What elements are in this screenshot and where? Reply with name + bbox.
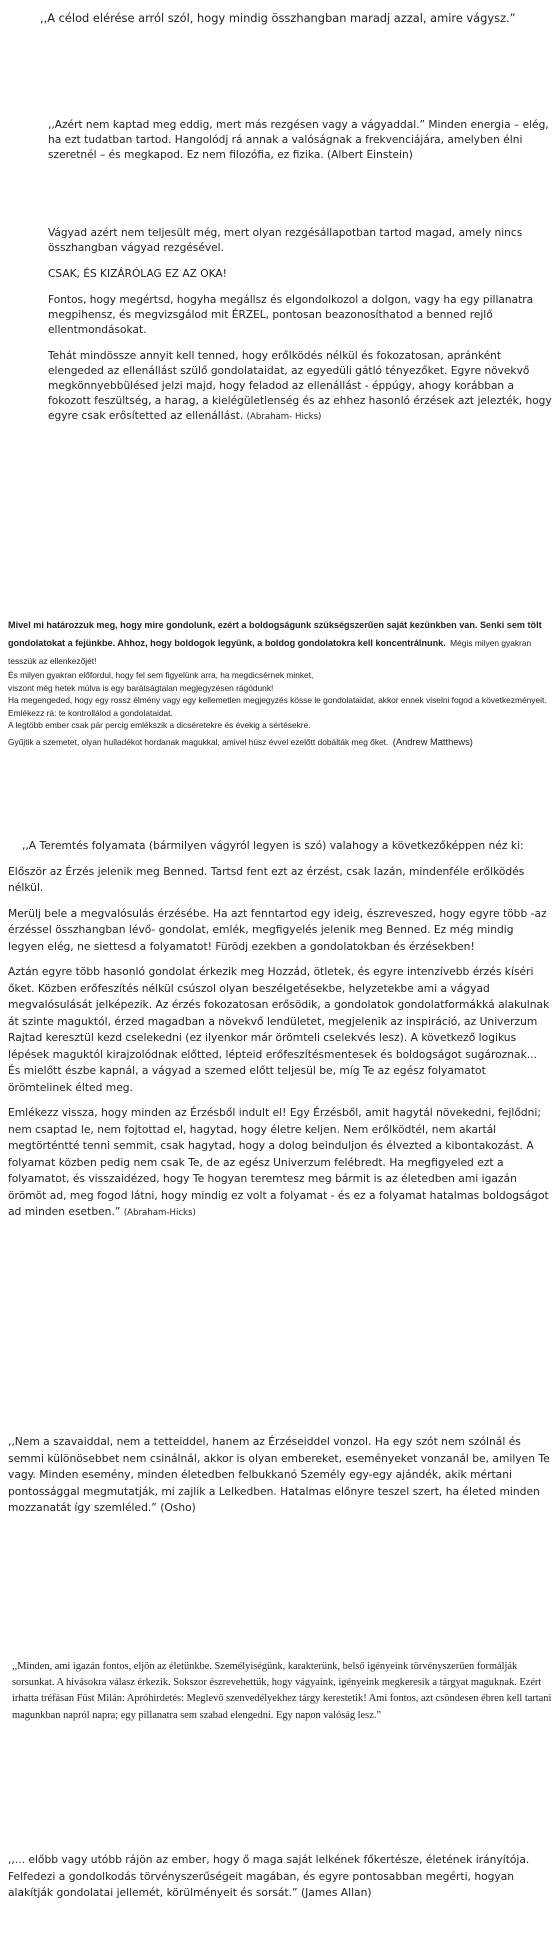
quote-james-allan [0, 1852, 560, 1902]
section-vibration [0, 226, 560, 436]
paragraph [48, 349, 552, 425]
quote-einstein-text: ,,Azért nem kaptad meg eddig, mert más rezgésen vagy a vágyaddal.” Minden energia – elég, ha ezt tudatban tartod. Hangolódj rá annak a valóságnak a frekvenciájára, amelyben élni szeretnél – és megkapod. Ez nem filozófia, ez fizika. (Albert Einstein) [48, 119, 549, 161]
paragraph: ,,A Teremtés folyamata (bármilyen vágyról legyen is szó) valahogy a következőképpen néz ki: [22, 839, 524, 852]
quote-fust-milan [0, 1659, 560, 1724]
paragraph: Fontos, hogy megértsd, hogyha megállsz és elgondolkozol a dolgon, vagy ha egy pillanatra megpihensz, és megvizsgálod mit ÉRZEL, pontosan beazonosíthatod a benned rejlő ellentmondásokat. [48, 294, 534, 336]
matthews-line: Mégis milyen gyakran tesszük az ellenkezőjét! [8, 638, 532, 666]
paragraph [8, 1105, 552, 1222]
quote-einstein [0, 118, 560, 163]
paragraph-emphasis: CSAK, ÉS KIZÁRÓLAG EZ AZ OKA! [48, 268, 227, 280]
paragraph-text: Tehát mindössze annyit kell tenned, hogy erőlködés nélkül és fokozatosan, apránként elengeded az ellenállást szülő gondolataidat, az egyedüli gátló tényezőket. Egyre növekvő megkönnyebbülésed jelzi majd, hogy feladod az ellenállást - éppúgy, ahogy korábban a fokozott feszültség, a harag, a kielégületlenség és az ehhez hasonló érzések azt jelezték, hogy egyre csak erősítetted az ellenállást. [48, 350, 552, 422]
quote-goal [0, 10, 560, 26]
quote-osho-text: ,,Nem a szavaiddal, nem a tetteiddel, hanem az Érzéseiddel vonzol. Ha egy szót nem szólnál és semmi különösebbet nem csinálnál, akkor is olyan embereket, eseményeket vonzanál be, amilyen Te vagy. Minden esemény, minden életedben felbukkanó Személy egy-egy ajándék, akik mértani pontossággal megmutatják, mi zajlik a Lelkedben. Hatalmas előnyre teszel szert, ha életed minden mozzanatát így szemléled.” (Osho) [8, 1435, 550, 1514]
quote-allan-text: ,,... előbb vagy utóbb rájön az ember, hogy ő maga saját lelkének főkertésze, életének irányítója. Felfedezi a gondolkodás törvényszerűségeit magában, és egyre pontosabban megérti, hogyan alakítják gondolatai jellemét, körülményeit és sorsát.” (James Allan) [8, 1853, 530, 1899]
source-citation: (Abraham- Hicks) [246, 412, 322, 422]
matthews-line: Ha megengeded, hogy egy rossz élmény vagy egy kellemetlen megjegyzés kösse le gondolataidat, akkor ennek viselni fogod a következményeit. Emlékezz rá: te kontrollálod a gondolataidat. [8, 695, 547, 718]
quote-fust-text: ,,Minden, ami igazán fontos, eljön az életünkbe. Személyiségünk, karakterünk, belső igényeink törvényszerűen formálják sorsunkat. A hivásokra válasz érkezik. Sokszor észrevehettük, hogy vágyaink, igényeink megkeresik a tárgyat maguknak. Ezért irhatta tréfásan Füst Milán: Apróhirdetés: Meglevő szenvedélyekhez tárgy kerestetik! Ami fontos, azt csöndesen ébren kell tartani magunkban napról napra; egy pillanatra sem szabad elengedni. Egy napon valóság lesz.” [12, 1661, 552, 1721]
paragraph-text: Emlékezz vissza, hogy minden az Érzésből indult el! Egy Érzésből, amit hagytál növekedni, fejlődni; nem csaptad le, nem fojtottad el, hagytad, hogy életre keljen. Nem erőlködtél, nem akartál megtörténtté tenni semmit, csak hagytad, hogy a dolog beinduljon és élvezted a kibontakozást. A folyamat közben pedig nem csak Te, de az egész Univerzum felébredt. Ha megfigyeled ezt a folyamatot, és visszaidézed, hogy Te hogyan teremtesz meg bármit is az életedben ami igazán örömöt ad, meg fogod látni, hogy mindig ez volt a folyamat - és ez a folyamat hatalmas boldogságot ad minden esetben.” [8, 1106, 549, 1218]
matthews-bold-text: Mivel mi határozzuk meg, hogy mire gondolunk, ezért a boldogságunk szükségszerűen saját kezünkben van. Senki sem tölt gondolatokat a fejünkbe. Ahhoz, hogy boldogok legyünk, a boldog gondolatokra kell koncentrálnunk. [8, 620, 542, 648]
source-citation: (Abraham-Hicks) [123, 1208, 196, 1218]
matthews-line: És milyen gyakran előfordul, hogy fel sem figyelünk arra, ha megdicsérnek minket, [8, 670, 314, 680]
paragraph: Vágyad azért nem teljesült még, mert olyan rezgésállapotban tartod magad, amely nincs összhangban vágyad rezgésével. [48, 227, 523, 254]
matthews-line: A legtöbb ember csak pár percig emlékszik a dicséretekre és évekig a sértésekre. [8, 720, 311, 731]
paragraph: Először az Érzés jelenik meg Benned. Tartsd fent ezt az érzést, csak lazán, mindenféle erőlködés nélkül. [8, 864, 525, 894]
quote-osho [0, 1434, 560, 1517]
section-creation-process [0, 838, 560, 1231]
paragraph: Aztán egyre több hasonló gondolat érkezik meg Hozzád, ötletek, és egyre intenzívebb érzés kíséri őket. Közben erőfeszítés nélkül csúszol olyan beszélgetésekbe, helyzetekbe ami a vágyad megvalósulását jelképezik. Az érzés fokozatosan erősödik, a gondolatok gondolatformákká alakulnak át szinte maguktól, érzed magadban a növekvő lendületet, megjelenik az inspiráció, az Univerzum Rajtad keresztül kezd cselekedni (ez ilyenkor már örömteli cselekvés lesz). A következő logikus lépések maguktól kirajzolódnak előtted, lépteid erőfeszítésmentesek és boldogságot sugároznak... És mielőtt észbe kapnál, a vágyad a szemed előtt teljesül be, míg Te az egész folyamatot örömtelinek élted meg. [8, 965, 550, 1094]
matthews-line: viszont még hetek múlva is egy barátságtalan megjegyzésen rágódunk! [8, 682, 274, 693]
quote-goal-text: ,,A célod elérése arról szól, hogy mindig összhangban maradj azzal, amire vágysz.” [40, 11, 516, 25]
paragraph: Merülj bele a megvalósulás érzésébe. Ha azt fenntartod egy ideig, észreveszed, hogy egyre több -az érzéssel összhangban lévő- gondolat, emlék, megfigyelés jelenik meg Benned. Ez még mindig legyen elég, ne siettesd a folyamatot! Fürödj ezekben a gondolatokban és érzésekben! [8, 906, 547, 953]
source-citation: (Andrew Matthews) [392, 736, 473, 747]
quote-matthews [0, 615, 560, 750]
matthews-line: Gyűjtik a szemetet, olyan hulladékot hordanak magukkal, amivel húsz évvel ezelőtt dobálták meg őket. [8, 736, 389, 747]
